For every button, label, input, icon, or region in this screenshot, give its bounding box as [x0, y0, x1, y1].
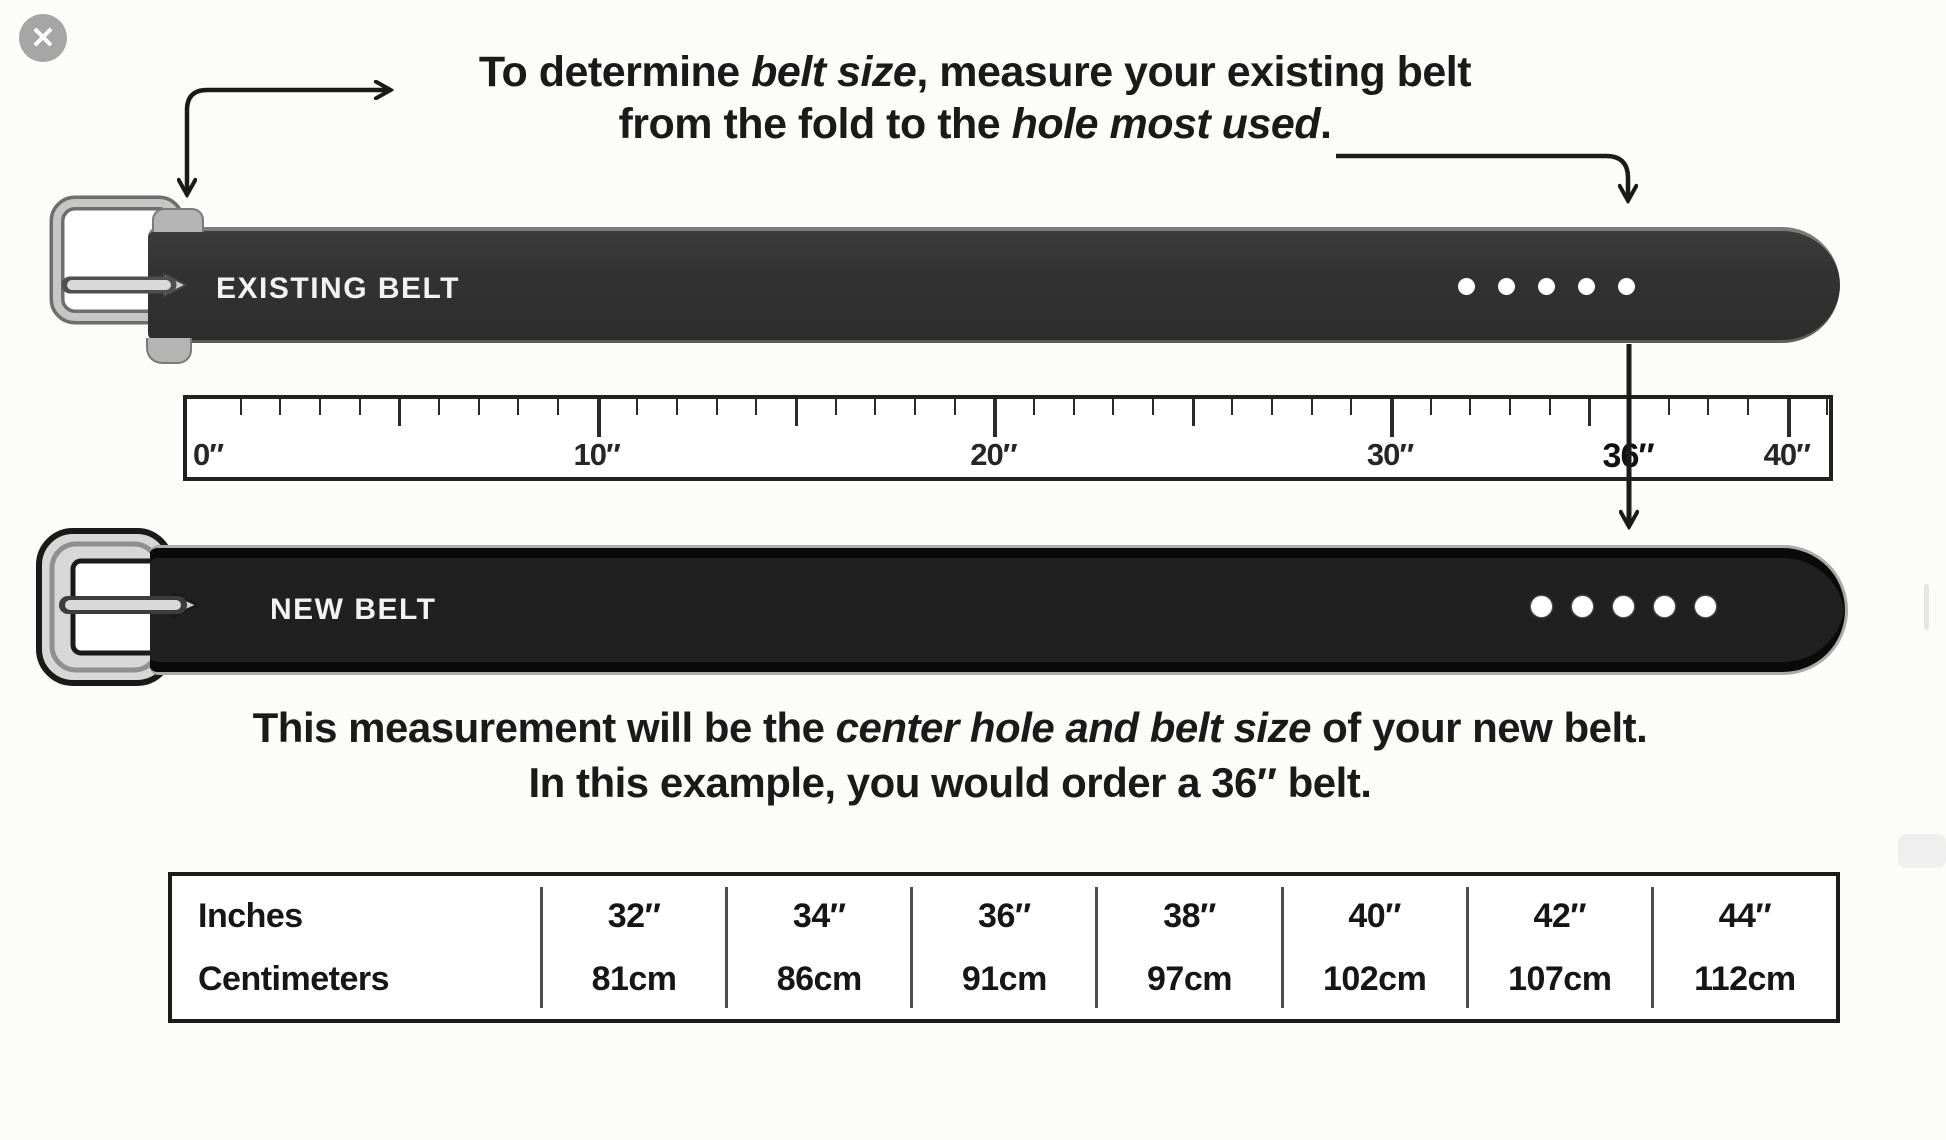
- ruler-tick: [319, 399, 321, 415]
- ruler-tick: [1271, 399, 1273, 415]
- bottom-line1-post: of your new belt.: [1310, 704, 1648, 751]
- ruler-tick: [993, 399, 997, 437]
- new-belt: [150, 545, 1848, 675]
- table-cell-cm: 81cm: [591, 959, 677, 998]
- existing-belt: [148, 227, 1840, 343]
- existing-belt-holes: [1458, 278, 1635, 295]
- scan-artifact: [1898, 834, 1946, 868]
- table-cell-inches: 34″: [792, 896, 846, 935]
- ruler-tick: [1549, 399, 1551, 415]
- table-cell-inches: 40″: [1348, 896, 1401, 935]
- table-cell-cm: 97cm: [1147, 959, 1232, 998]
- ruler-tick: [1192, 399, 1195, 426]
- ruler-label-36: 36″: [1602, 437, 1654, 475]
- table-cell-cm: Centimeters: [198, 959, 390, 998]
- ruler-tick: [954, 399, 956, 415]
- ruler-tick: [1787, 399, 1791, 437]
- ruler-tick: [716, 399, 718, 415]
- existing-belt-label: EXISTING BELT: [216, 272, 460, 305]
- table-size-column: [540, 887, 725, 1008]
- bottom-line1-pre: This measurement will be the: [252, 704, 836, 751]
- top-line1-post: , measure your existing belt: [916, 48, 1472, 96]
- ruler-tick: [914, 399, 916, 415]
- ruler-tick: [795, 399, 798, 426]
- ruler-tick: [1707, 399, 1709, 415]
- top-line2-em: hole most used: [1011, 100, 1321, 149]
- new-belt-holes: [1531, 596, 1716, 617]
- belt-hole: [1654, 596, 1675, 617]
- table-size-column: [1095, 887, 1280, 1008]
- ruler-label-0: 0″: [193, 437, 224, 472]
- belt-fold-bottom: [146, 338, 192, 364]
- ruler-tick: [1826, 399, 1828, 415]
- ruler-tick: [478, 399, 480, 415]
- table-cell-inches: 44″: [1718, 896, 1772, 935]
- existing-buckle-prong: [60, 269, 200, 301]
- belt-hole: [1578, 278, 1595, 295]
- ruler-label-20: 20″: [970, 437, 1017, 472]
- table-cell-inches: 38″: [1163, 896, 1216, 935]
- ruler-tick: [1350, 399, 1352, 415]
- ruler: [183, 395, 1833, 481]
- ruler-tick: [438, 399, 440, 415]
- ruler-tick: [1469, 399, 1471, 415]
- table-header-column: [172, 887, 540, 1008]
- ruler-tick: [676, 399, 678, 415]
- bottom-instruction-line2: In this example, you would order a 36″ belt.: [528, 759, 1372, 807]
- belt-fold-top: [152, 208, 204, 232]
- table-cell-cm: 86cm: [776, 959, 862, 998]
- ruler-tick: [597, 399, 601, 437]
- ruler-tick: [1628, 399, 1630, 415]
- bottom-instruction: [100, 700, 1800, 811]
- table-cell-inches: 36″: [978, 896, 1031, 935]
- table-size-column: [1281, 887, 1466, 1008]
- table-cell-cm: 102cm: [1322, 959, 1427, 998]
- top-instruction-line2: [150, 98, 1800, 150]
- ruler-tick: [1509, 399, 1511, 415]
- belt-hole: [1618, 278, 1635, 295]
- belt-hole: [1531, 596, 1552, 617]
- scan-artifact: [1924, 584, 1929, 630]
- ruler-tick: [1112, 399, 1114, 415]
- belt-hole: [1538, 278, 1555, 295]
- ruler-tick: [1390, 399, 1394, 437]
- table-cell-cm: 112cm: [1694, 959, 1796, 998]
- top-instruction: [150, 46, 1800, 151]
- belt-hole: [1458, 278, 1475, 295]
- top-line1-pre: To determine: [478, 48, 752, 96]
- top-line2-post: .: [1320, 100, 1332, 149]
- table-size-column: [910, 887, 1095, 1008]
- ruler-tick: [835, 399, 837, 415]
- ruler-tick: [1747, 399, 1749, 415]
- ruler-tick: [636, 399, 638, 415]
- top-line2-pre: from the fold to the: [618, 100, 1012, 149]
- belt-hole: [1695, 596, 1716, 617]
- table-cell-inches: 42″: [1533, 896, 1587, 935]
- ruler-tick: [1231, 399, 1233, 415]
- new-belt-label: NEW BELT: [270, 593, 437, 626]
- top-line1-em: belt size: [751, 48, 917, 96]
- ruler-tick: [1033, 399, 1035, 415]
- bottom-instruction-line1: [100, 700, 1800, 755]
- table-cell-cm: 91cm: [961, 959, 1047, 998]
- top-instruction-line1: [150, 46, 1800, 98]
- ruler-tick: [279, 399, 281, 415]
- ruler-tick: [359, 399, 361, 415]
- ruler-tick: [557, 399, 559, 415]
- ruler-tick: [1073, 399, 1075, 415]
- ruler-label-40: 40″: [1763, 437, 1810, 472]
- table-size-column: [1651, 887, 1836, 1008]
- ruler-tick: [1668, 399, 1670, 415]
- bottom-line1-em: center hole and belt size: [835, 704, 1311, 751]
- belt-hole: [1498, 278, 1515, 295]
- ruler-tick: [240, 399, 242, 415]
- ruler-tick: [1430, 399, 1432, 415]
- table-cell-inches: Inches: [198, 896, 303, 935]
- ruler-label-10: 10″: [573, 437, 620, 472]
- ruler-label-30: 30″: [1366, 437, 1414, 472]
- ruler-tick: [1588, 399, 1591, 426]
- new-buckle-prong: [58, 589, 208, 621]
- table-cell-inches: 32″: [607, 896, 661, 935]
- arrow-text-to-hole: [1336, 156, 1628, 200]
- ruler-tick: [1152, 399, 1154, 415]
- ruler-tick: [398, 399, 401, 426]
- close-button[interactable]: [19, 14, 67, 62]
- table-size-column: [1466, 887, 1651, 1008]
- ruler-tick: [874, 399, 876, 415]
- close-icon: ✕: [30, 21, 56, 55]
- ruler-tick: [1311, 399, 1313, 415]
- ruler-tick: [517, 399, 519, 415]
- size-table: [168, 872, 1840, 1023]
- belt-hole: [1572, 596, 1593, 617]
- table-cell-cm: 107cm: [1508, 959, 1612, 998]
- ruler-tick: [755, 399, 757, 415]
- belt-hole: [1613, 596, 1634, 617]
- table-size-column: [725, 887, 910, 1008]
